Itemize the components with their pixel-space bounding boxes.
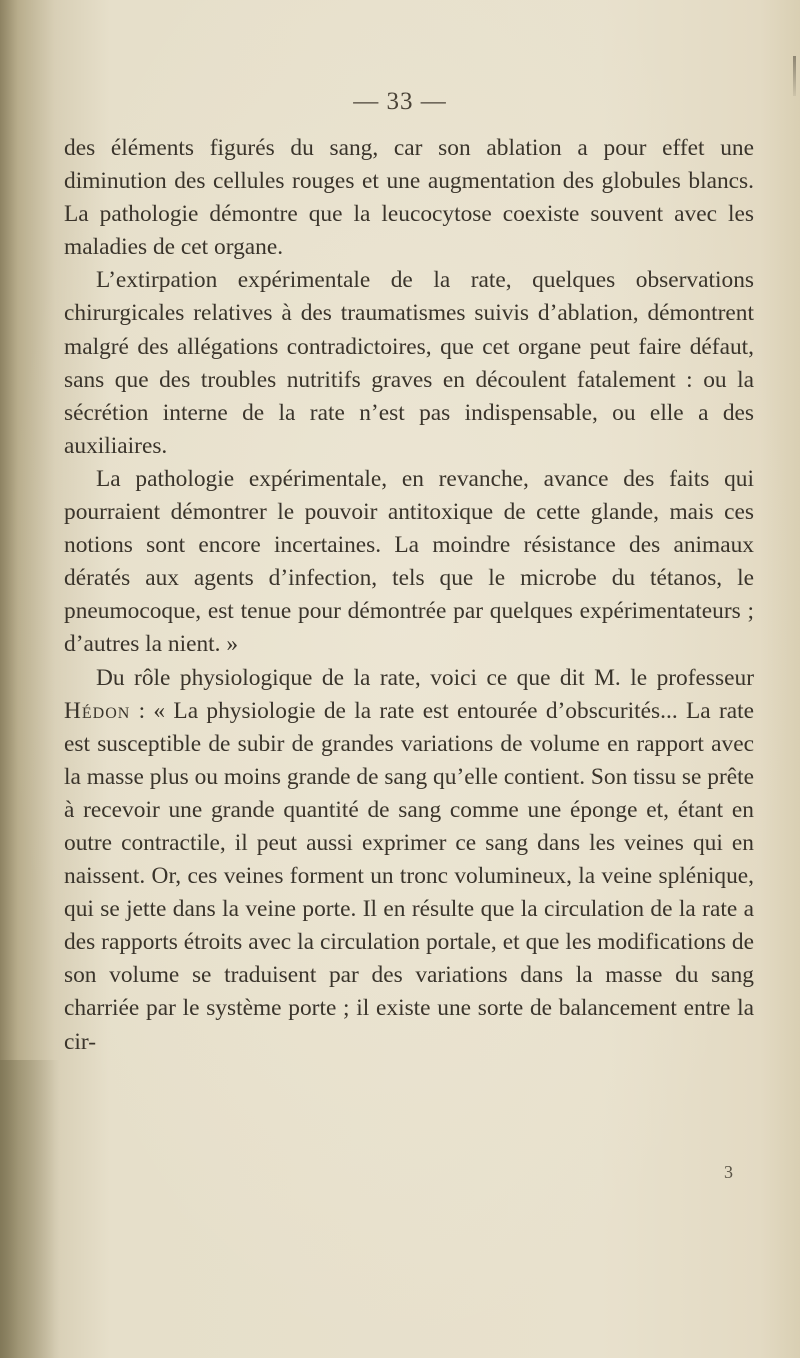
paragraph-1: des éléments figurés du sang, car son ablation a pour effet une diminution des cellules rouges et une augmentation des globules blancs. La pathologie démontre que la leucocytose coexiste souvent avec les maladies de cet organe. xyxy=(64,135,754,261)
paragraph-2: L’extirpation expérimentale de la rate, quelques observations chirurgicales relatives à des traumatismes suivis d’ablation, démontrent malgré des allégations contradictoires, que cet organe peut faire défaut, sans que des troubles nutritifs graves en découlent fatalement : ou la sécrétion interne de la rate n’est pas indispensable, ou elle a des auxiliaires. xyxy=(64,267,754,459)
page-number: — 33 — xyxy=(353,88,447,115)
page-edge-shadow xyxy=(0,1060,60,1358)
paragraph-4-quote: : « La physiologie de la rate est entourée d’obscurités... La rate est susceptible de subir de grandes variations de volume en rapport avec la masse plus ou moins grande de sang qu’elle contient. Son tissu se prête à recevoir une grande quantité de sang comme une éponge et, étant en outre contractile, il peut aussi exprimer ce sang dans les veines qui en naissent. Or, ces veines forment un tronc volumineux, la veine splénique, qui se jette dans la veine porte. Il en résulte que la circulation de la rate a des rapports étroits avec la circulation portale, et que les modifications de son volume se traduisent par des variations dans la masse du sang charriée par le système porte ; il existe une sorte de balancement entre la cir- xyxy=(64,697,754,1055)
paragraph-3: La pathologie expérimentale, en revanche, avance des faits qui pourraient démontrer le pouvoir antitoxique de cette glande, mais ces notions sont encore incertaines. La moindre résistance des animaux dératés aux agents d’infection, tels que le microbe du tétanos, le pneumocoque, est tenue pour démontrée par quelques expérimentateurs ; d’autres la nient. » xyxy=(64,465,754,658)
paragraph-4 xyxy=(64,662,754,1059)
signature-mark: 3 xyxy=(724,1162,733,1182)
paragraph-4-intro: Du rôle physiologique de la rate, voici ce que dit M. le professeur xyxy=(96,664,754,691)
body-text xyxy=(64,132,754,1059)
author-name: Hédon xyxy=(64,697,131,724)
